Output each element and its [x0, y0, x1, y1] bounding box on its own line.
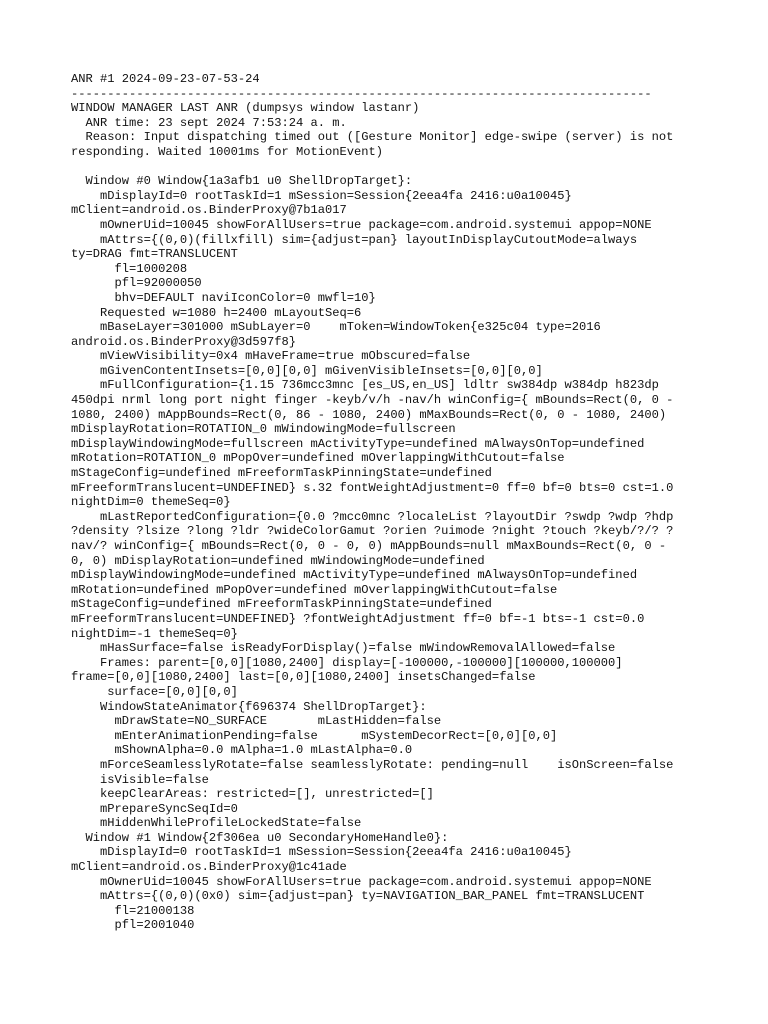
- log-line: 0, 0) mDisplayRotation=undefined mWindowingMode=undefined: [71, 553, 485, 568]
- log-line: Reason: Input dispatching timed out ([Gesture Monitor] edge-swipe (server) is not: [71, 130, 674, 145]
- log-line: mDrawState=NO_SURFACE mLastHidden=false: [71, 714, 442, 729]
- log-line: WINDOW MANAGER LAST ANR (dumpsys window lastanr): [71, 101, 420, 116]
- log-line: mEnterAnimationPending=false mSystemDecorRect=[0,0][0,0]: [71, 728, 558, 743]
- log-line: mDisplayWindowingMode=undefined mActivityType=undefined mAlwaysOnTop=undefined: [71, 568, 638, 583]
- log-line: Frames: parent=[0,0][1080,2400] display=[-100000,-100000][100000,100000]: [71, 655, 623, 670]
- log-line: isVisible=false: [71, 772, 209, 787]
- log-line: surface=[0,0][0,0]: [71, 684, 238, 699]
- log-line: fl=21000138: [71, 903, 195, 918]
- log-line: mClient=android.os.BinderProxy@1c41ade: [71, 860, 347, 875]
- log-line: WindowStateAnimator{f696374 ShellDropTarget}:: [71, 699, 427, 714]
- log-line: mRotation=ROTATION_0 mPopOver=undefined mOverlappingWithCutout=false: [71, 451, 565, 466]
- log-line: mOwnerUid=10045 showForAllUsers=true package=com.android.systemui appop=NONE: [71, 874, 652, 889]
- log-line: nav/? winConfig={ mBounds=Rect(0, 0 - 0, 0) mAppBounds=null mMaxBounds=Rect(0, 0 -: [71, 539, 667, 553]
- log-line: mFullConfiguration={1.15 736mcc3mnc [es_US,en_US] ldltr sw384dp w384dp h823dp: [71, 378, 659, 393]
- log-line: mHiddenWhileProfileLockedState=false: [71, 816, 362, 831]
- log-line: ty=DRAG fmt=TRANSLUCENT: [71, 247, 238, 262]
- log-line: mOwnerUid=10045 showForAllUsers=true package=com.android.systemui appop=NONE: [71, 217, 652, 232]
- log-line: bhv=DEFAULT naviIconColor=0 mwfl=10}: [71, 290, 376, 305]
- log-line: mDisplayId=0 rootTaskId=1 mSession=Session{2eea4fa 2416:u0a10045}: [71, 845, 572, 860]
- log-line: ?density ?lsize ?long ?ldr ?wideColorGamut ?orien ?uimode ?night ?touch ?keyb/?/? ?: [71, 524, 674, 539]
- log-line: mHasSurface=false isReadyForDisplay()=false mWindowRemovalAllowed=false: [71, 641, 616, 656]
- log-line: mForceSeamlesslyRotate=false seamlesslyRotate: pending=null isOnScreen=false: [71, 757, 674, 772]
- log-line: Window #1 Window{2f306ea u0 SecondaryHomeHandle0}:: [71, 830, 449, 845]
- log-line: android.os.BinderProxy@3d597f8}: [71, 334, 296, 349]
- log-line: mDisplayRotation=ROTATION_0 mWindowingMode=fullscreen: [71, 422, 456, 437]
- log-line: ANR time: 23 sept 2024 7:53:24 a. m.: [71, 115, 347, 130]
- log-line: mPrepareSyncSeqId=0: [71, 801, 238, 816]
- log-line: fl=1000208: [71, 261, 188, 276]
- log-line: mGivenContentInsets=[0,0][0,0] mGivenVisibleInsets=[0,0][0,0]: [71, 363, 543, 378]
- anr-log-document: [71, 72, 711, 933]
- log-line: pfl=2001040: [71, 918, 195, 933]
- log-line: mAttrs={(0,0)(0x0) sim={adjust=pan} ty=NAVIGATION_BAR_PANEL fmt=TRANSLUCENT: [71, 889, 645, 904]
- log-line: mLastReportedConfiguration={0.0 ?mcc0mnc ?localeList ?layoutDir ?swdp ?wdp ?hdp: [71, 509, 674, 524]
- log-line: responding. Waited 10001ms for MotionEvent): [71, 144, 384, 159]
- log-line: mFreeformTranslucent=UNDEFINED} s.32 fontWeightAdjustment=0 ff=0 bf=0 bts=0 cst=1.0: [71, 480, 674, 495]
- log-line: Window #0 Window{1a3afb1 u0 ShellDropTarget}:: [71, 174, 413, 189]
- log-line: mRotation=undefined mPopOver=undefined mOverlappingWithCutout=false: [71, 582, 558, 597]
- log-line: ANR #1 2024-09-23-07-53-24: [71, 72, 260, 86]
- log-line: pfl=92000050: [71, 276, 202, 291]
- log-line: mDisplayWindowingMode=fullscreen mActivityType=undefined mAlwaysOnTop=undefined: [71, 436, 645, 451]
- log-line: 450dpi nrml long port night finger -keyb/v/h -nav/h winConfig={ mBounds=Rect(0, 0 -: [71, 393, 674, 408]
- log-line: nightDim=0 themeSeq=0}: [71, 495, 231, 510]
- log-line: mViewVisibility=0x4 mHaveFrame=true mObscured=false: [71, 349, 471, 364]
- log-line: --------------------------------------------------------------------------------: [71, 86, 652, 101]
- log-line: Requested w=1080 h=2400 mLayoutSeq=6: [71, 305, 362, 320]
- log-line: mStageConfig=undefined mFreeformTaskPinningState=undefined: [71, 466, 492, 481]
- log-line: 1080, 2400) mAppBounds=Rect(0, 86 - 1080, 2400) mMaxBounds=Rect(0, 0 - 1080, 2400): [71, 407, 667, 422]
- log-line: mShownAlpha=0.0 mAlpha=1.0 mLastAlpha=0.0: [71, 743, 413, 758]
- log-line: mDisplayId=0 rootTaskId=1 mSession=Session{2eea4fa 2416:u0a10045}: [71, 188, 572, 203]
- log-line: keepClearAreas: restricted=[], unrestricted=[]: [71, 787, 434, 802]
- log-line: mAttrs={(0,0)(fillxfill) sim={adjust=pan} layoutInDisplayCutoutMode=always: [71, 232, 638, 247]
- log-line: mFreeformTranslucent=UNDEFINED} ?fontWeightAdjustment ff=0 bf=-1 bts=-1 cst=0.0: [71, 611, 645, 626]
- log-line: [71, 160, 711, 175]
- log-line: nightDim=-1 themeSeq=0}: [71, 626, 238, 641]
- log-line: frame=[0,0][1080,2400] last=[0,0][1080,2400] insetsChanged=false: [71, 670, 536, 685]
- log-line: mBaseLayer=301000 mSubLayer=0 mToken=WindowToken{e325c04 type=2016: [71, 320, 601, 335]
- log-line: mClient=android.os.BinderProxy@7b1a017: [71, 203, 347, 218]
- log-line: mStageConfig=undefined mFreeformTaskPinningState=undefined: [71, 597, 492, 612]
